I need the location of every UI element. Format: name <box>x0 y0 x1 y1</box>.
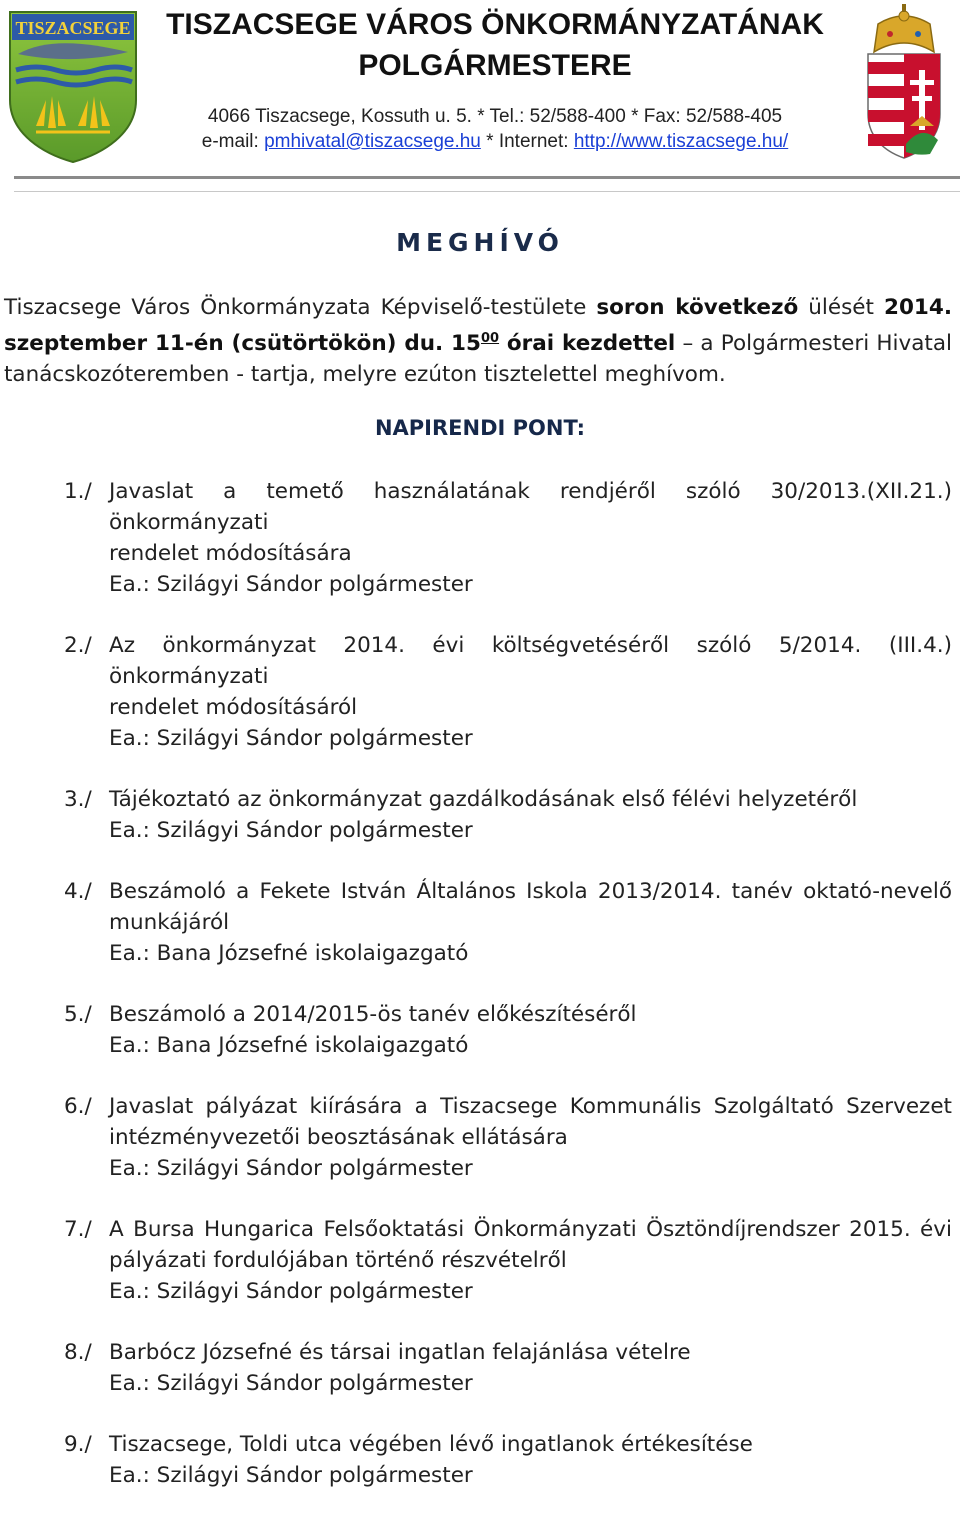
agenda-item-presenter: Ea.: Bana Józsefné iskolaigazgató <box>109 1033 469 1058</box>
agenda-item-body <box>109 784 952 846</box>
agenda-item-text-line: A Bursa Hungarica Felsőoktatási Önkormányzati Ösztöndíjrendszer 2015. évi <box>109 1217 952 1242</box>
intro-date: 2014. szeptember 11-én (csütörtökön) du. 15 <box>4 295 953 357</box>
agenda-item-text-line: pályázati fordulójában történő részvételről <box>109 1248 567 1273</box>
agenda-item-body <box>109 1214 952 1307</box>
hungarian-coat-of-arms <box>860 4 948 160</box>
agenda-title: NAPIRENDI PONT: <box>374 416 586 440</box>
email-link[interactable]: pmhivatal@tiszacsege.hu <box>264 131 481 152</box>
agenda-item-presenter: Ea.: Szilágyi Sándor polgármester <box>109 1463 473 1488</box>
intro-part2: ülését <box>798 295 884 320</box>
internet-label: * Internet: <box>480 131 574 152</box>
agenda-list <box>64 476 952 1521</box>
agenda-item-number: 9./ <box>64 1432 92 1457</box>
intro-part1: Tiszacsege Város Önkormányzata Képviselő-testülete <box>4 295 597 320</box>
intro-part3: – a Polgármesteri Hivatal tanácskozóteremben - tartja, melyre ezúton tisztelettel meghívom. <box>4 331 952 388</box>
agenda-item-presenter: Ea.: Szilágyi Sándor polgármester <box>109 572 473 597</box>
agenda-item-text-line: Javaslat a temető használatának rendjéről szóló 30/2013.(XII.21.) önkormányzati <box>109 479 952 535</box>
email-web-line <box>150 129 840 154</box>
agenda-item-text-line: Az önkormányzat 2014. évi költségvetéséről szóló 5/2014. (III.4.) önkormányzati <box>109 633 952 689</box>
organization-title-line2: POLGÁRMESTERE <box>358 49 632 82</box>
agenda-item-text-line: Beszámoló a 2014/2015-ös tanév előkészítéséről <box>109 1002 637 1027</box>
header-divider <box>14 176 960 179</box>
agenda-item-text-line: rendelet módosításáról <box>109 695 358 720</box>
agenda-item <box>64 630 952 754</box>
organization-title <box>150 4 840 86</box>
agenda-item-body <box>109 630 952 754</box>
agenda-item-number: 2./ <box>64 633 92 658</box>
agenda-item-text-line: rendelet módosítására <box>109 541 352 566</box>
agenda-item-number: 8./ <box>64 1340 92 1365</box>
agenda-item-number: 3./ <box>64 787 92 812</box>
agenda-item-body <box>109 876 952 969</box>
agenda-item <box>64 784 952 846</box>
agenda-item-presenter: Ea.: Szilágyi Sándor polgármester <box>109 1371 473 1396</box>
email-label: e-mail: <box>201 131 265 152</box>
agenda-item-presenter: Ea.: Bana Józsefné iskolaigazgató <box>109 941 469 966</box>
agenda-item-presenter: Ea.: Szilágyi Sándor polgármester <box>109 818 473 843</box>
intro-time-superscript: 00 <box>480 331 500 346</box>
agenda-item-number: 1./ <box>64 479 92 504</box>
intro-bold1: soron következő <box>596 295 799 320</box>
agenda-item-body <box>109 476 952 600</box>
agenda-item <box>64 876 952 969</box>
letterhead <box>0 0 960 180</box>
agenda-item-body <box>109 999 952 1061</box>
agenda-item <box>64 1214 952 1307</box>
agenda-item-body <box>109 1091 952 1184</box>
agenda-item-text-line: Tiszacsege, Toldi utca végében lévő ingatlanok értékesítése <box>109 1432 753 1457</box>
agenda-item-number: 7./ <box>64 1217 92 1242</box>
agenda-item <box>64 1429 952 1491</box>
organization-title-line1: TISZACSEGE VÁROS ÖNKORMÁNYZATÁNAK <box>166 8 824 41</box>
agenda-item-number: 6./ <box>64 1094 92 1119</box>
contact-info <box>150 104 840 154</box>
website-link[interactable]: http://www.tiszacsege.hu/ <box>573 131 789 152</box>
agenda-item <box>64 1337 952 1399</box>
intro-bold3: órai kezdettel <box>499 331 676 357</box>
header-divider-thin <box>14 191 960 192</box>
agenda-item-text-line: munkájáról <box>109 910 230 935</box>
agenda-item <box>64 476 952 600</box>
svg-text:TISZACSEGE: TISZACSEGE <box>15 18 131 38</box>
agenda-item-presenter: Ea.: Szilágyi Sándor polgármester <box>109 726 473 751</box>
agenda-item-text-line: Barbócz Józsefné és társai ingatlan felajánlása vételre <box>109 1340 691 1365</box>
agenda-item-presenter: Ea.: Szilágyi Sándor polgármester <box>109 1279 473 1304</box>
agenda-item-body <box>109 1337 952 1399</box>
agenda-item <box>64 999 952 1061</box>
agenda-item-text-line: Tájékoztató az önkormányzat gazdálkodásának első félévi helyzetéről <box>109 787 858 812</box>
invitation-intro <box>4 292 952 390</box>
agenda-item-text-line: Javaslat pályázat kiírására a Tiszacsege Kommunális Szolgáltató Szervezet <box>109 1094 952 1119</box>
agenda-item-number: 5./ <box>64 1002 92 1027</box>
town-crest-logo <box>6 8 140 164</box>
agenda-item <box>64 1091 952 1184</box>
address-line: 4066 Tiszacsege, Kossuth u. 5. * Tel.: 52/588-400 * Fax: 52/588-405 <box>207 106 783 127</box>
agenda-item-presenter: Ea.: Szilágyi Sándor polgármester <box>109 1156 473 1181</box>
agenda-item-number: 4./ <box>64 879 92 904</box>
agenda-item-body <box>109 1429 952 1491</box>
agenda-item-text-line: intézményvezetői beosztásának ellátására <box>109 1125 568 1150</box>
invitation-heading: MEGHÍVÓ <box>396 228 564 257</box>
holy-crown-icon <box>874 4 934 52</box>
agenda-item-text-line: Beszámoló a Fekete István Általános Iskola 2013/2014. tanév oktató-nevelő <box>109 879 952 904</box>
